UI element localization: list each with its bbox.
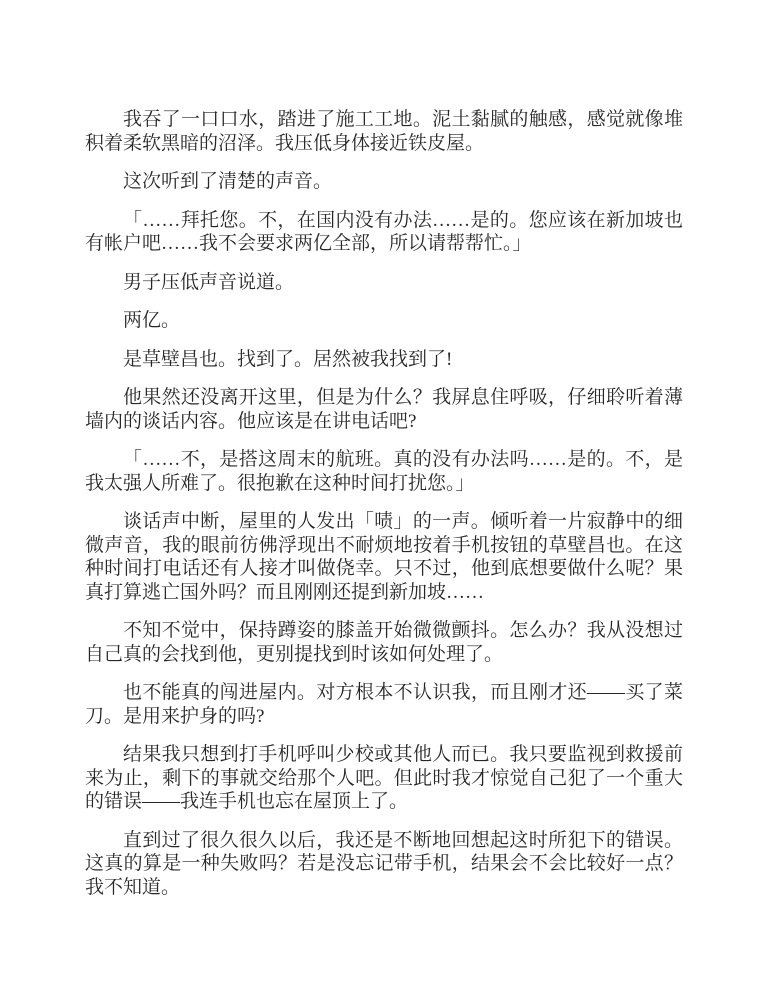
paragraph: 也不能真的闯进屋内。对方根本不认识我，而且刚才还——买了菜刀。是用来护身的吗?	[85, 682, 683, 727]
paragraph: 是草壁昌也。找到了。居然被我找到了!	[123, 348, 453, 370]
paragraph: 两亿。	[123, 310, 181, 331]
novel-text-block	[85, 108, 683, 899]
paragraph: 直到过了很久很久以后，我还是不断地回想起这时所犯下的错误。这真的算是一种失败吗？若是没忘记带手机，结果会不会比较好一点？我不知道。	[85, 829, 683, 898]
paragraph: 不知不觉中，保持蹲姿的膝盖开始微微颤抖。怎么办？我从没想过自己真的会找到他，更别提找到时该如何处理了。	[85, 620, 683, 665]
paragraph: 他果然还没离开这里，但是为什么？我屏息住呼吸，仔细聆听着薄墙内的谈话内容。他应该是在讲电话吧?	[85, 387, 683, 432]
paragraph: 谈话声中断，屋里的人发出「啧」的一声。倾听着一片寂静中的细微声音，我的眼前彷佛浮现出不耐烦地按着手机按钮的草壁昌也。在这种时间打电话还有人接才叫做侥幸。只不过，他到底想要做什么呢？果真打算逃亡国外吗？而且刚刚还提到新加坡……	[85, 511, 683, 603]
paragraph: 结果我只想到打手机呼叫少校或其他人而已。我只要监视到救援前来为止，剩下的事就交给那个人吧。但此时我才惊觉自己犯了一个重大的错误——我连手机也忘在屋顶上了。	[85, 744, 683, 812]
paragraph: 男子压低声音说道。	[123, 271, 295, 293]
paragraph: 这次听到了清楚的声音。	[123, 171, 333, 192]
paragraph: 我吞了一口口水，踏进了施工工地。泥土黏腻的触感，感觉就像堆积着柔软黑暗的沼泽。我压低身体接近铁皮屋。	[85, 109, 683, 154]
paragraph: 「……不，是搭这周末的航班。真的没有办法吗……是的。不，是我太强人所难了。很抱歉在这种时间打扰您。」	[85, 449, 683, 494]
paragraph: 「……拜托您。不，在国内没有办法……是的。您应该在新加坡也有帐户吧……我不会要求两亿全部，所以请帮帮忙。」	[85, 209, 683, 254]
